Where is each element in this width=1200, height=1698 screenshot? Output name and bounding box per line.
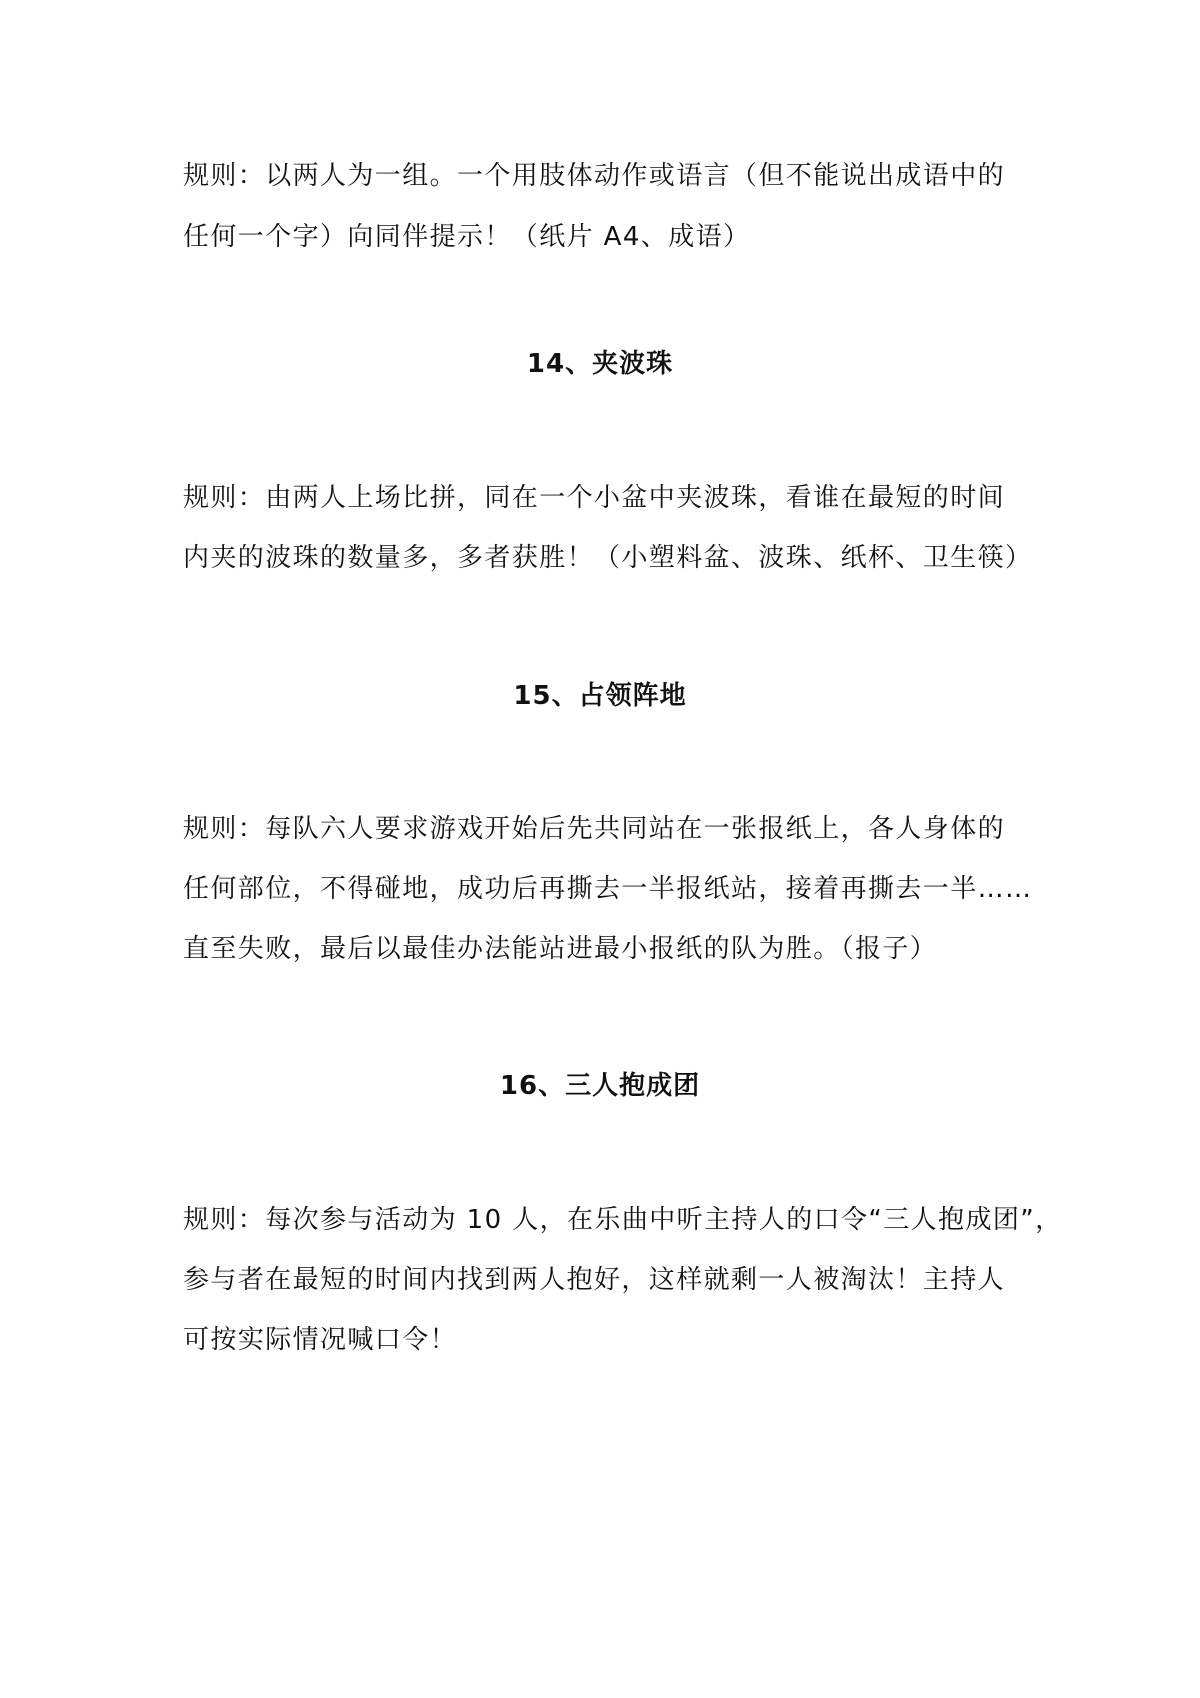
rule-13-line-1: 规则：以两人为一组。一个用肢体动作或语言（但不能说出成语中的	[183, 161, 1006, 191]
rule-15-line-3: 直至失败，最后以最佳办法能站进最小报纸的队为胜。（报子）	[183, 934, 938, 964]
rule-15-line-1: 规则：每队六人要求游戏开始后先共同站在一张报纸上，各人身体的	[183, 814, 1006, 844]
rule-14-line-2: 内夹的波珠的数量多，多者获胜！（小塑料盆、波珠、纸杯、卫生筷）	[183, 543, 1033, 573]
rule-16-line-1: 规则：每次参与活动为 10 人，在乐曲中听主持人的口令“三人抱成团”，	[183, 1205, 1063, 1235]
rule-15-line-2: 任何部位，不得碰地，成功后再撕去一半报纸站，接着再撕去一半……	[183, 874, 1033, 904]
section-14-heading: 14、夹波珠	[526, 349, 674, 379]
rule-16-line-3: 可按实际情况喊口令！	[183, 1325, 458, 1355]
rule-14-line-1: 规则：由两人上场比拼，同在一个小盆中夹波珠，看谁在最短的时间	[183, 483, 1006, 513]
section-15-heading: 15、占领阵地	[513, 681, 687, 711]
rule-16-line-2: 参与者在最短的时间内找到两人抱好，这样就剩一人被淘汰！主持人	[183, 1265, 1006, 1295]
section-16-heading: 16、三人抱成团	[499, 1071, 701, 1101]
rule-13-line-2: 任何一个字）向同伴提示！（纸片 A4、成语）	[183, 222, 751, 252]
